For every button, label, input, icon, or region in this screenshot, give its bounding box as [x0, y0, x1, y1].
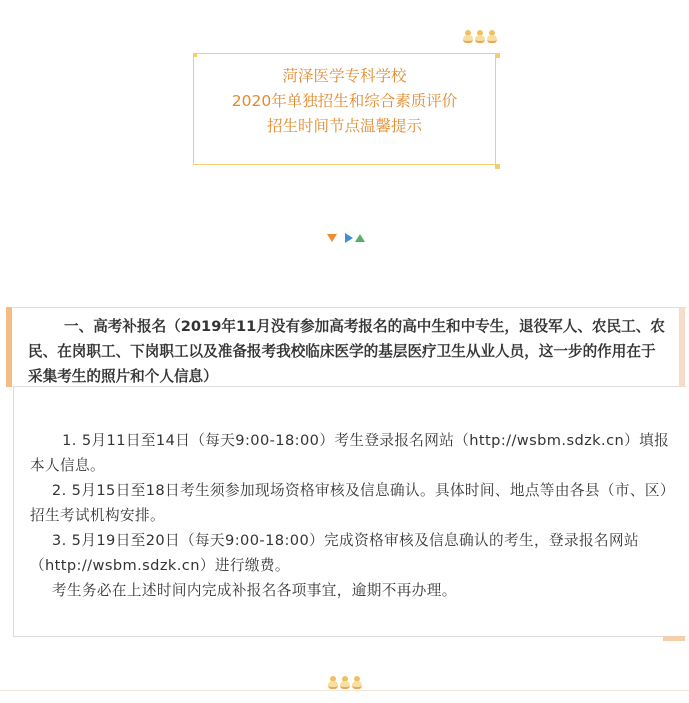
bottom-divider [0, 690, 689, 691]
corner-decoration [495, 53, 500, 58]
section-left-bar [6, 307, 12, 387]
bird-icon [463, 30, 473, 44]
section-right-bar [679, 307, 685, 387]
arrow-decoration [327, 233, 365, 243]
title-line-1: 菏泽医学专科学校 [282, 67, 407, 85]
paragraph-text: 3. 5月19日至20日（每天9:00-18:00）完成资格审核及信息确认的考生，登录报名网站（http://wsbm.sdzk.cn）进行缴费。 [30, 532, 639, 574]
arrow-down-icon [327, 234, 337, 242]
arrow-up-icon [355, 234, 365, 242]
bird-icon [340, 676, 350, 690]
title-line-3: 招生时间节点温馨提示 [266, 117, 422, 135]
birds-decoration-top [463, 30, 497, 44]
content-paragraph-4 [30, 578, 670, 603]
arrow-right-icon [345, 233, 353, 243]
paragraph-text: 2. 5月15日至18日考生须参加现场资格审核及信息确认。具体时间、地点等由各县（市、区）招生考试机构安排。 [30, 482, 668, 524]
corner-decoration [495, 164, 500, 169]
section-heading [28, 314, 668, 389]
content-paragraph-2 [30, 478, 670, 528]
title-text [194, 64, 495, 139]
bottom-accent [663, 636, 685, 641]
birds-decoration-bottom [328, 676, 362, 690]
title-line-2: 2020年单独招生和综合素质评价 [231, 92, 458, 110]
bird-icon [487, 30, 497, 44]
content-paragraph-1 [30, 428, 670, 478]
bird-icon [328, 676, 338, 690]
paragraph-text: 考生务必在上述时间内完成补报名各项事宜，逾期不再办理。 [51, 582, 457, 599]
content-paragraph-3 [30, 528, 670, 578]
title-box [193, 53, 496, 165]
section-heading-text: 一、高考补报名（2019年11月没有参加高考报名的高中生和中专生，退役军人、农民工、农民、在岗职工、下岗职工以及准备报考我校临床医学的基层医疗卫生从业人员，这一步的作用在于采集考生的照片和个人信息） [28, 318, 665, 385]
paragraph-text: 1. 5月11日至14日（每天9:00-18:00）考生登录报名网站（http://wsbm.sdzk.cn）填报本人信息。 [30, 432, 670, 474]
content-body [30, 428, 670, 603]
bird-icon [352, 676, 362, 690]
bird-icon [475, 30, 485, 44]
